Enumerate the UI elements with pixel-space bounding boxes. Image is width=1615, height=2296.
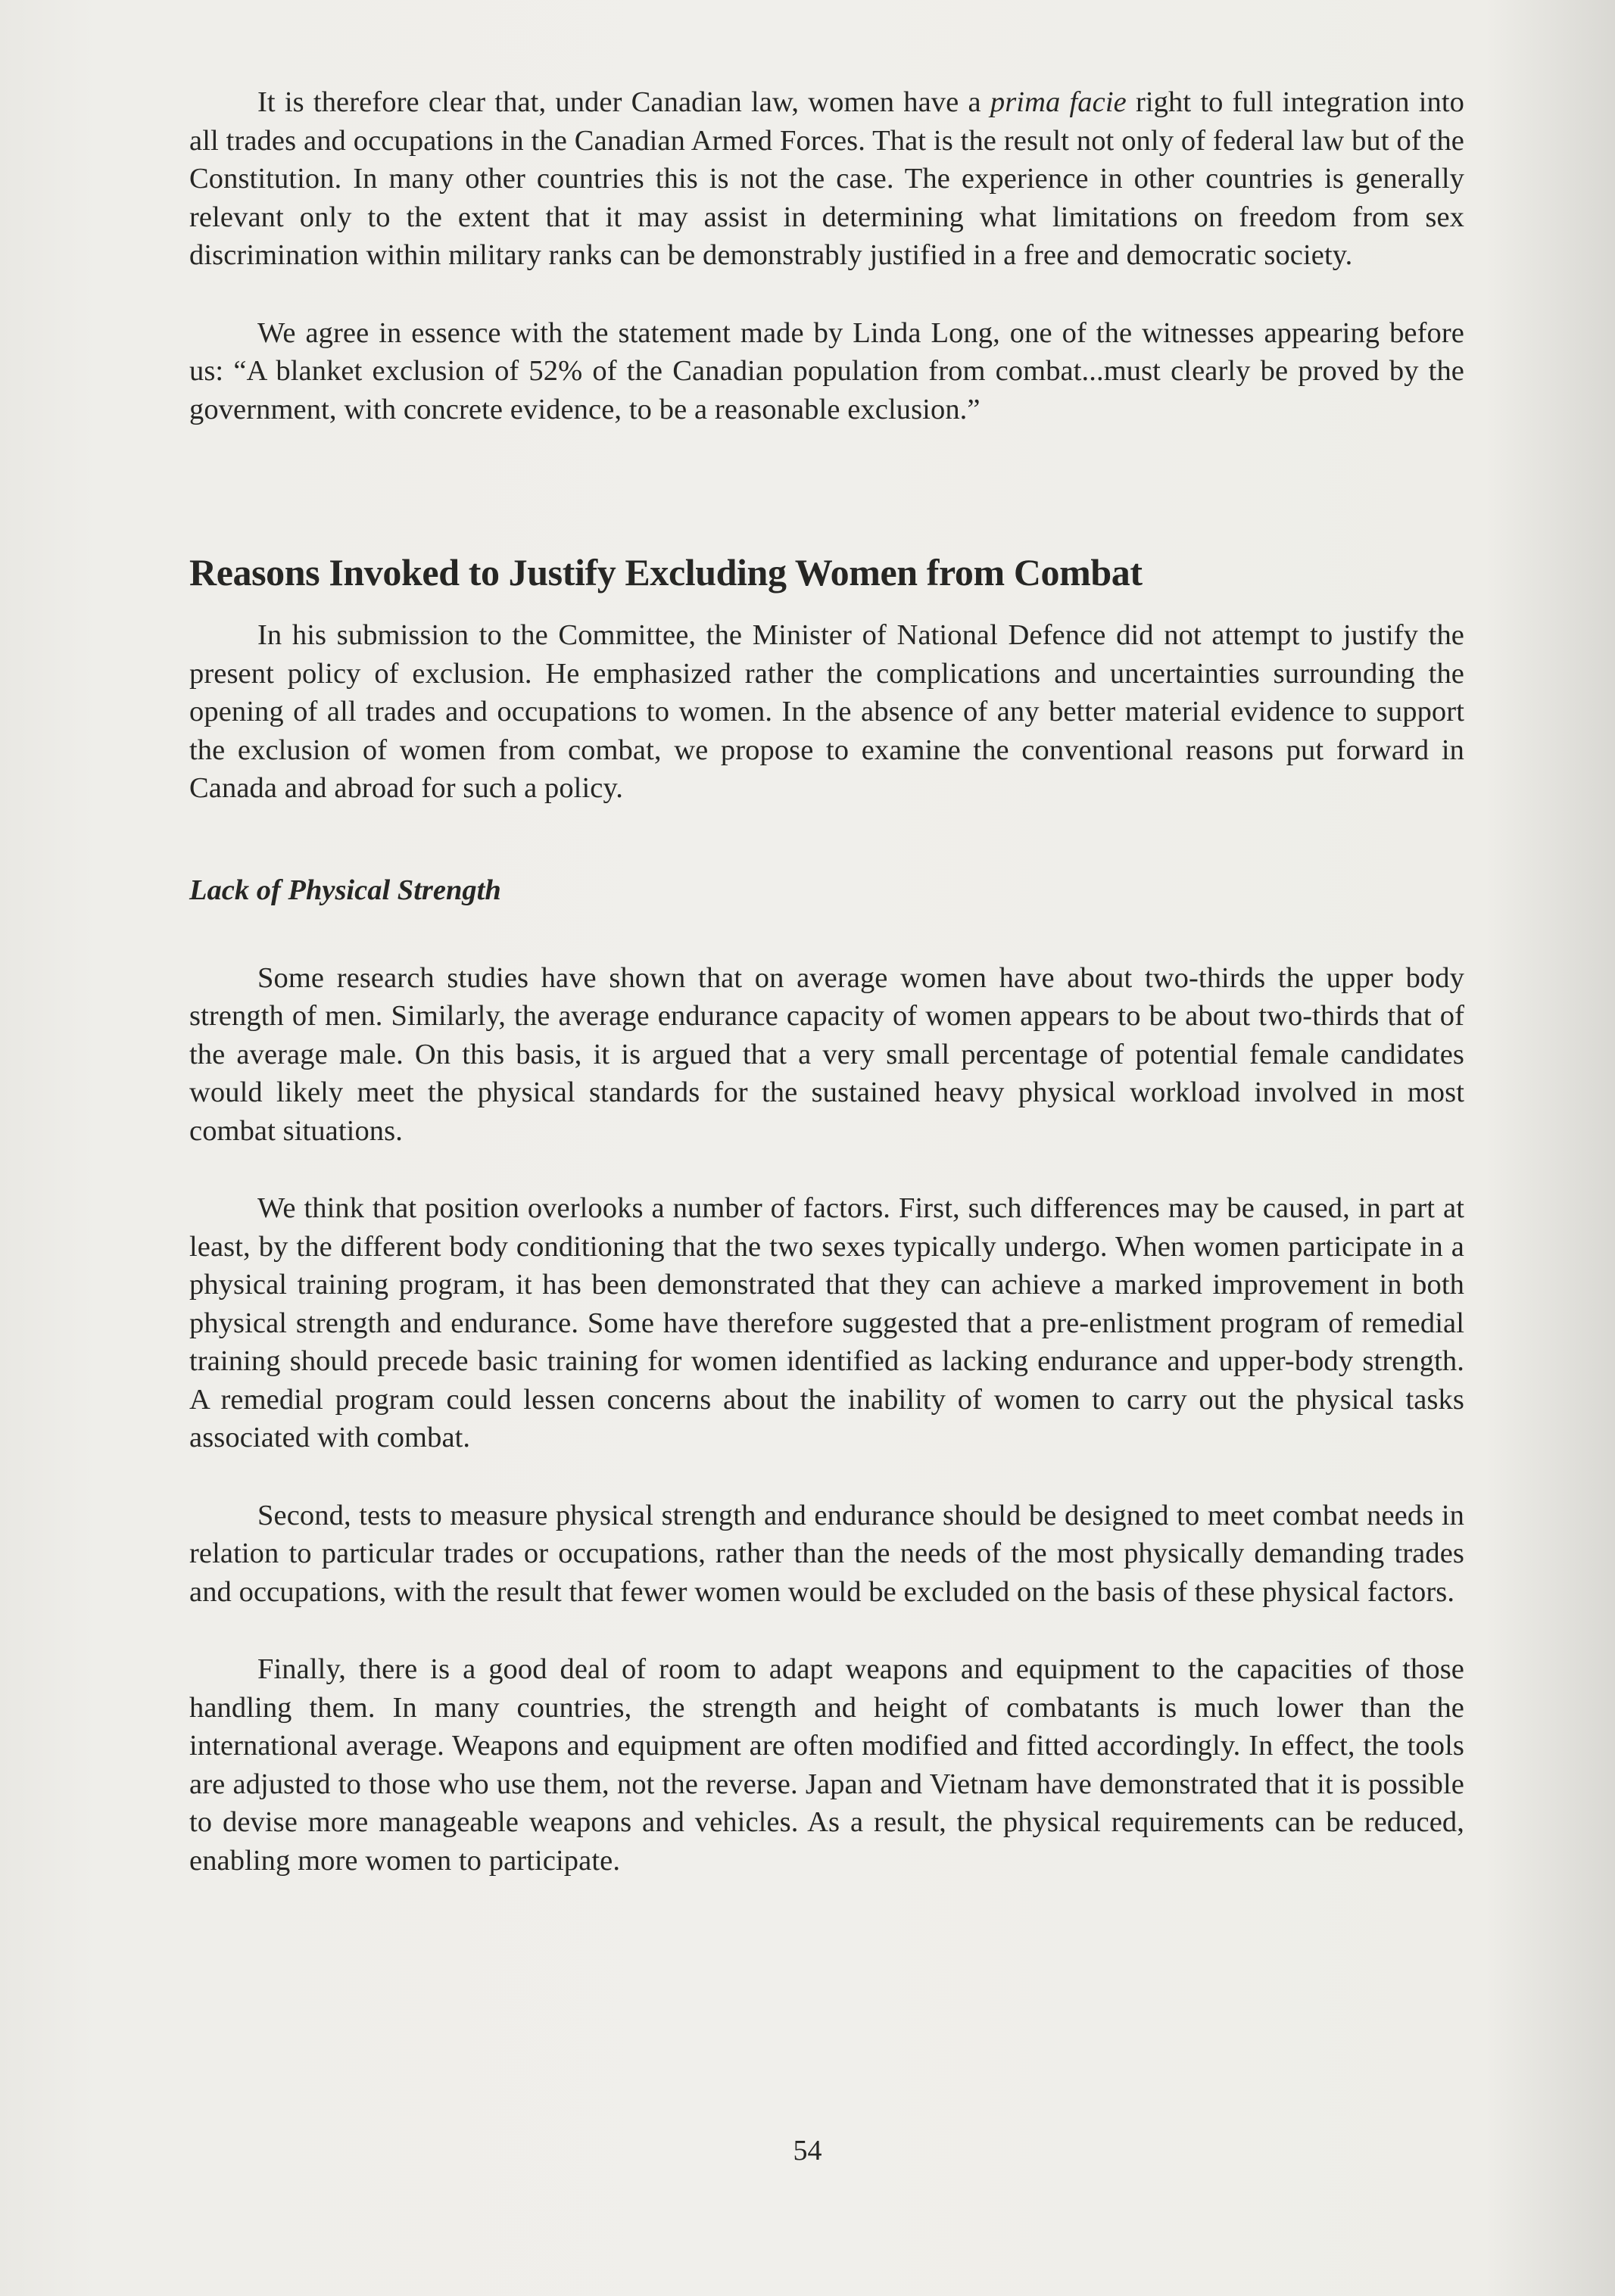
paragraph-second-factor: Second, tests to measure physical strength and endurance should be designed to meet combat needs in relation to particular trades or occupations, rather than the needs of the most physically demanding trades and occupations, with the result that fewer women would be excluded on the basis of these physical factors. (189, 1499, 1464, 1608)
paragraph-minister-submission: In his submission to the Committee, the Minister of National Defence did not attempt to justify the present policy of exclusion. He emphasized rather the complications and uncertainties surrounding the opening of all trades and occupations to women. In the absence of any better material evidence to support the exclusion of women from combat, we propose to examine the conventional reasons put forward in Canada and abroad for such a policy. (189, 619, 1464, 804)
paragraph-research-studies: Some research studies have shown that on average women have about two-thirds the upper body strength of men. Similarly, the average endurance capacity of women appears to be about two-thirds that of the average male. On this basis, it is argued that a very small percentage of potential female candidates would likely meet the physical standards for the sustained heavy physical workload involved in most combat situations. (189, 961, 1464, 1147)
italic-term: prima facie (990, 86, 1127, 118)
paragraph-text: It is therefore clear that, under Canadian law, women have a (257, 86, 990, 118)
section-heading: Reasons Invoked to Justify Excluding Women from Combat (189, 551, 1143, 593)
subsection-heading: Lack of Physical Strength (189, 874, 501, 906)
paragraph-prima-facie (189, 83, 1464, 275)
paragraph-linda-long-quote: We agree in essence with the statement made by Linda Long, one of the witnesses appearing before us: “A blanket exclusion of 52% of the Canadian population from combat...must clearly be proved by the government, with concrete evidence, to be a reasonable exclusion.” (189, 316, 1464, 425)
page-content (189, 83, 1464, 1880)
paragraph-final-factor: Finally, there is a good deal of room to adapt weapons and equipment to the capacities of those handling them. In many countries, the strength and height of combatants is much lower than the international average. Weapons and equipment are often modified and fitted accordingly. In effect, the tools are adjusted to those who use them, not the reverse. Japan and Vietnam have demonstrated that it is possible to devise more manageable weapons and vehicles. As a result, the physical requirements can be reduced, enabling more women to participate. (189, 1653, 1464, 1877)
paragraph-first-factor: We think that position overlooks a number of factors. First, such differences may be caused, in part at least, by the different body conditioning that the two sexes typically undergo. When women participate in a physical training program, it has been demonstrated that they can achieve a marked improvement in both physical strength and endurance. Some have therefore suggested that a pre-enlistment program of remedial training should precede basic training for women identified as lacking endurance and upper-body strength. A remedial program could lessen concerns about the inability of women to carry out the physical tasks associated with combat. (189, 1192, 1464, 1453)
page-number: 54 (793, 2135, 822, 2167)
paragraph-text: right to full integration into all trades and occupations in the Canadian Armed Forces. That is the result not only of federal law but of the Constitution. In many other countries this is not the case. The experience in other countries is generally relevant only to the extent that it may assist in determining what limitations on freedom from sex discrimination within military ranks can be demonstrably justified in a free and democratic society. (189, 86, 1464, 271)
